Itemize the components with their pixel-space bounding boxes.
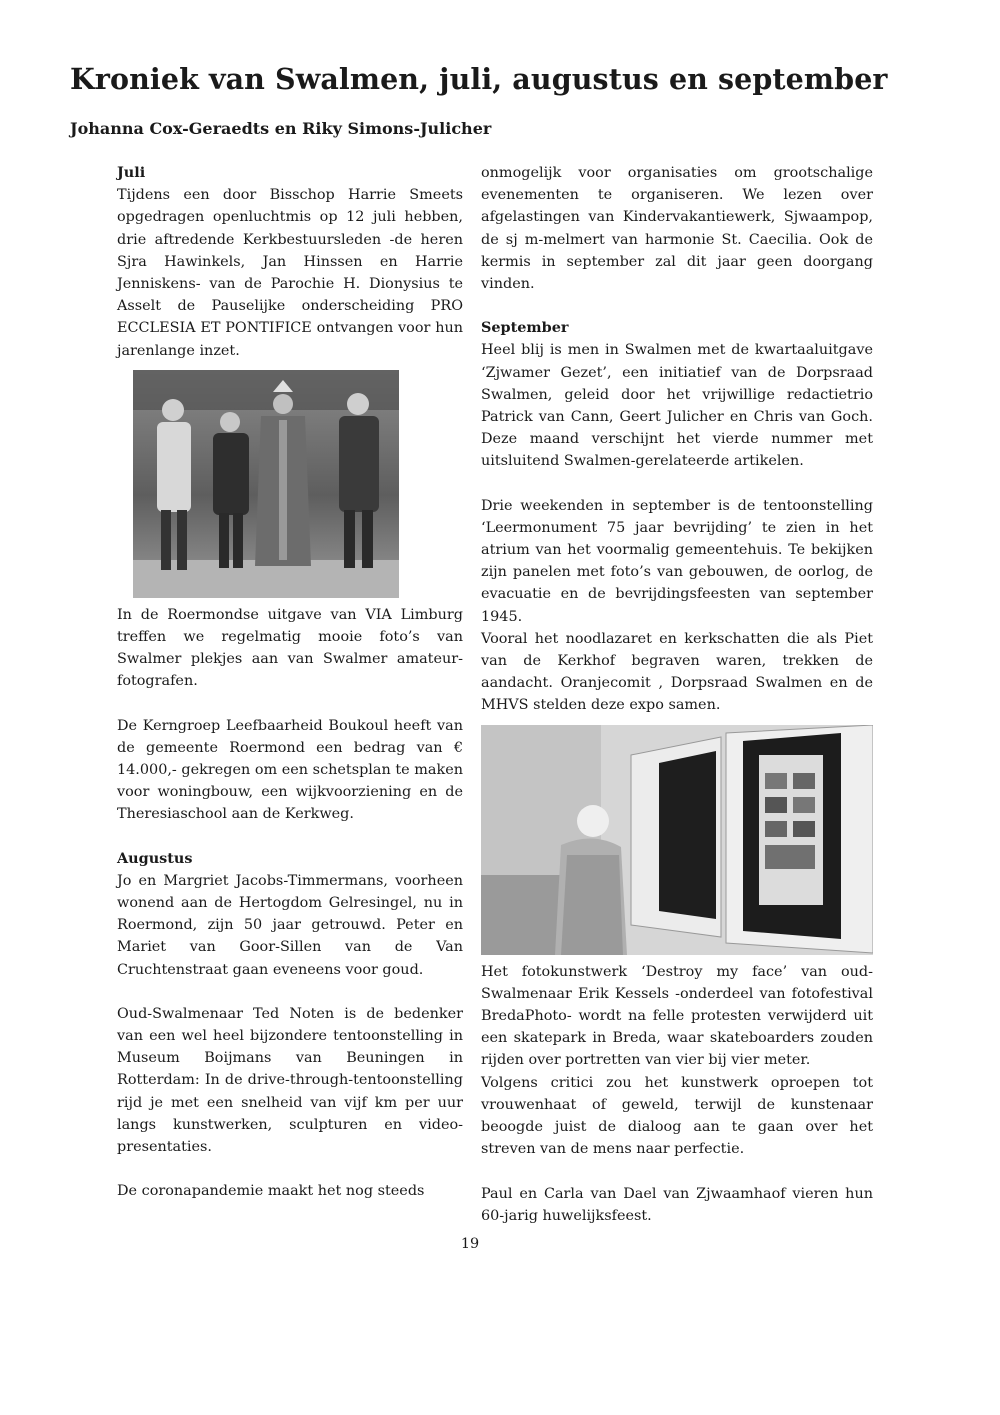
paragraph-tentoonstelling: Drie weekenden in september is de tentoonstelling ‘Leermonument 75 jaar bevrijding’ te zien in het atrium van het voormalig gemeentehuis. Te bekijken zijn panelen met foto’s van gebouwen, de oorlog, de evacuatie en de bevrijdingsfeesten van september 1945. [481, 497, 873, 625]
paragraph-via-limburg: In de Roermondse uitgave van VIA Limburg treffen we regelmatig mooie foto’s van Swalmer plekjes aan van Swalmer amateur-fotografen. [117, 606, 463, 690]
article-authors: Johanna Cox-Geraedts en Riky Simons-Julicher [70, 119, 492, 138]
paragraph-noodlazaret: Vooral het noodlazaret en kerkschatten die als Piet van de Kerkhof begraven waren, trekken de aandacht. Oranjecomit , Dorpsraad Swalmen en de MHVS stelden deze expo samen. [481, 630, 873, 714]
paragraph-huwelijksfeest: Paul en Carla van Dael van Zjwaamhaof vieren hun 60-jarig huwelijksfeest. [481, 1185, 873, 1224]
paragraph-jubileum: Jo en Margriet Jacobs-Timmermans, voorheen wonend aan de Hertogdom Gelresingel, nu in Roermond, zijn 50 jaar getrouwd. Peter en Mariet van Goor-Sillen van de Van Cruchtenstraat gaan eveneens voor goud. [117, 872, 463, 978]
paragraph-corona-start: De coronapandemie maakt het nog steeds [117, 1183, 425, 1200]
section-heading-september: September [481, 319, 569, 337]
section-heading-augustus: Augustus [117, 849, 193, 867]
paragraph-zjwamer-gezet: Heel blij is men in Swalmen met de kwartaaluitgave ‘Zjwamer Gezet’, een initiatief van de Dorpsraad Swalmen, geleid door het vrijwillige redactietrio Patrick van Cann, Geert Julicher en Chris van Goch. Deze maand verschijnt het vierde nummer met uitsluitend Swalmen-gerelateerde artikelen. [481, 342, 873, 470]
paragraph-onderscheiding: Tijdens een door Bisschop Harrie Smeets opgedragen openluchtmis op 12 juli hebben, drie aftredende Kerkbestuursleden -de heren Sjra Hawinkels, Jan Hinssen en Harrie Jenniskens- van de Parochie H. Dionysius te Asselt de Pauselijke onderscheiding PRO ECCLESIA ET PONTIFICE ontvangen voor hun jarenlange inzet. [117, 187, 463, 359]
paragraph-critici: Volgens critici zou het kunstwerk oproepen tot vrouwenhaat of geweld, terwijl de kunstenaar beoogde juist de dialoog aan te gaan over het streven van de mens naar perfectie. [481, 1074, 873, 1158]
paragraph-ted-noten: Oud-Swalmenaar Ted Noten is de bedenker van een wel heel bijzondere tentoonstelling in Museum Boijmans van Beuningen in Rotterdam: In de drive-through-tentoonstelling rijd je met een snelheid van vijf km per uur langs kunstwerken, sculpturen en video-presentaties. [117, 1005, 463, 1156]
left-column [117, 162, 463, 1203]
paragraph-destroy-my-face: Het fotokunstwerk ‘Destroy my face’ van oud-Swalmenaar Erik Kessels -onderdeel van fotofestival BredaPhoto- wordt na felle protesten verwijderd uit een skatepark in Breda, waar skateboarders zouden rijden over portretten van vier bij vier meter. [481, 963, 873, 1069]
page-number: 19 [460, 1236, 480, 1252]
photo-award-ceremony [133, 370, 399, 598]
section-heading-juli: Juli [117, 164, 146, 181]
photo-exhibition-image [481, 725, 873, 955]
paragraph-corona-continued: onmogelijk voor organisaties om grootschalige evenementen te organiseren. We lezen over afgelastingen van Kindervakantiewerk, Sjwaampop, de sj m-melmert van harmonie St. Caecilia. Ook de kermis in september zal dit jaar geen doorgang vinden. [481, 165, 873, 293]
right-column [481, 162, 873, 1227]
photo-award-ceremony-image [133, 370, 399, 598]
paragraph-kerngroep: De Kerngroep Leefbaarheid Boukoul heeft van de gemeente Roermond een bedrag van € 14.000,- gekregen om een schetsplan te maken voor woningbouw, een wijkvoorziening en de Theresiaschool aan de Kerkweg. [117, 717, 463, 823]
article-title: Kroniek van Swalmen, juli, augustus en september [70, 62, 888, 96]
photo-exhibition [481, 725, 873, 955]
